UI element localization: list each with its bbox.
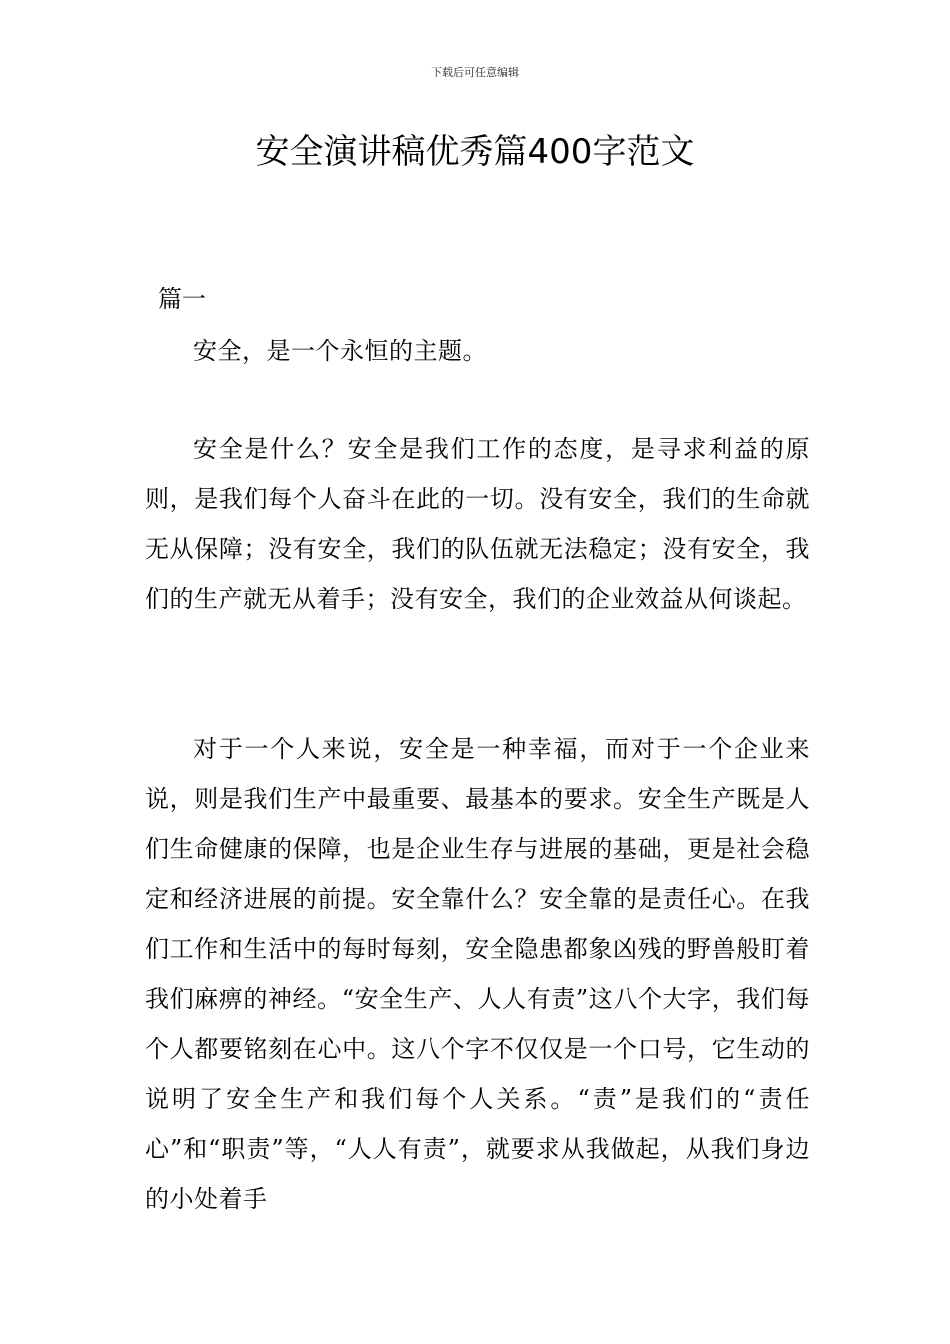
paragraph-responsibility: 对于一个人来说，安全是一种幸福，而对于一个企业来说，则是我们生产中最重要、最基本的要求。安全生产既是人们生命健康的保障，也是企业生存与进展的基础，更是社会稳定和经济进展的前提。安全靠什么？安全靠的是责任心。在我们工作和生活中的每时每刻，安全隐患都象凶残的野兽般盯着我们麻痹的神经。“安全生产、人人有责”这八个大字，我们每个人都要铭刻在心中。这八个字不仅仅是一个口号，它生动的说明了安全生产和我们每个人关系。“责”是我们的“责任心”和“职责”等，“人人有责”，就要求从我做起，从我们身边的小处着手 xyxy=(145,735,810,1213)
document-title: 安全演讲稿优秀篇400字范文 xyxy=(255,132,695,172)
section-label: 篇一 xyxy=(158,285,206,313)
paragraph-what-is-safety: 安全是什么？安全是我们工作的态度，是寻求利益的原则，是我们每个人奋斗在此的一切。没有安全，我们的生命就无从保障；没有安全，我们的队伍就无法稳定；没有安全，我们的生产就无从着手；没有安全，我们的企业效益从何谈起。 xyxy=(145,435,810,613)
header-note: 下载后可任意编辑 xyxy=(431,66,519,79)
paragraph-intro: 安全，是一个永恒的主题。 xyxy=(193,337,487,365)
